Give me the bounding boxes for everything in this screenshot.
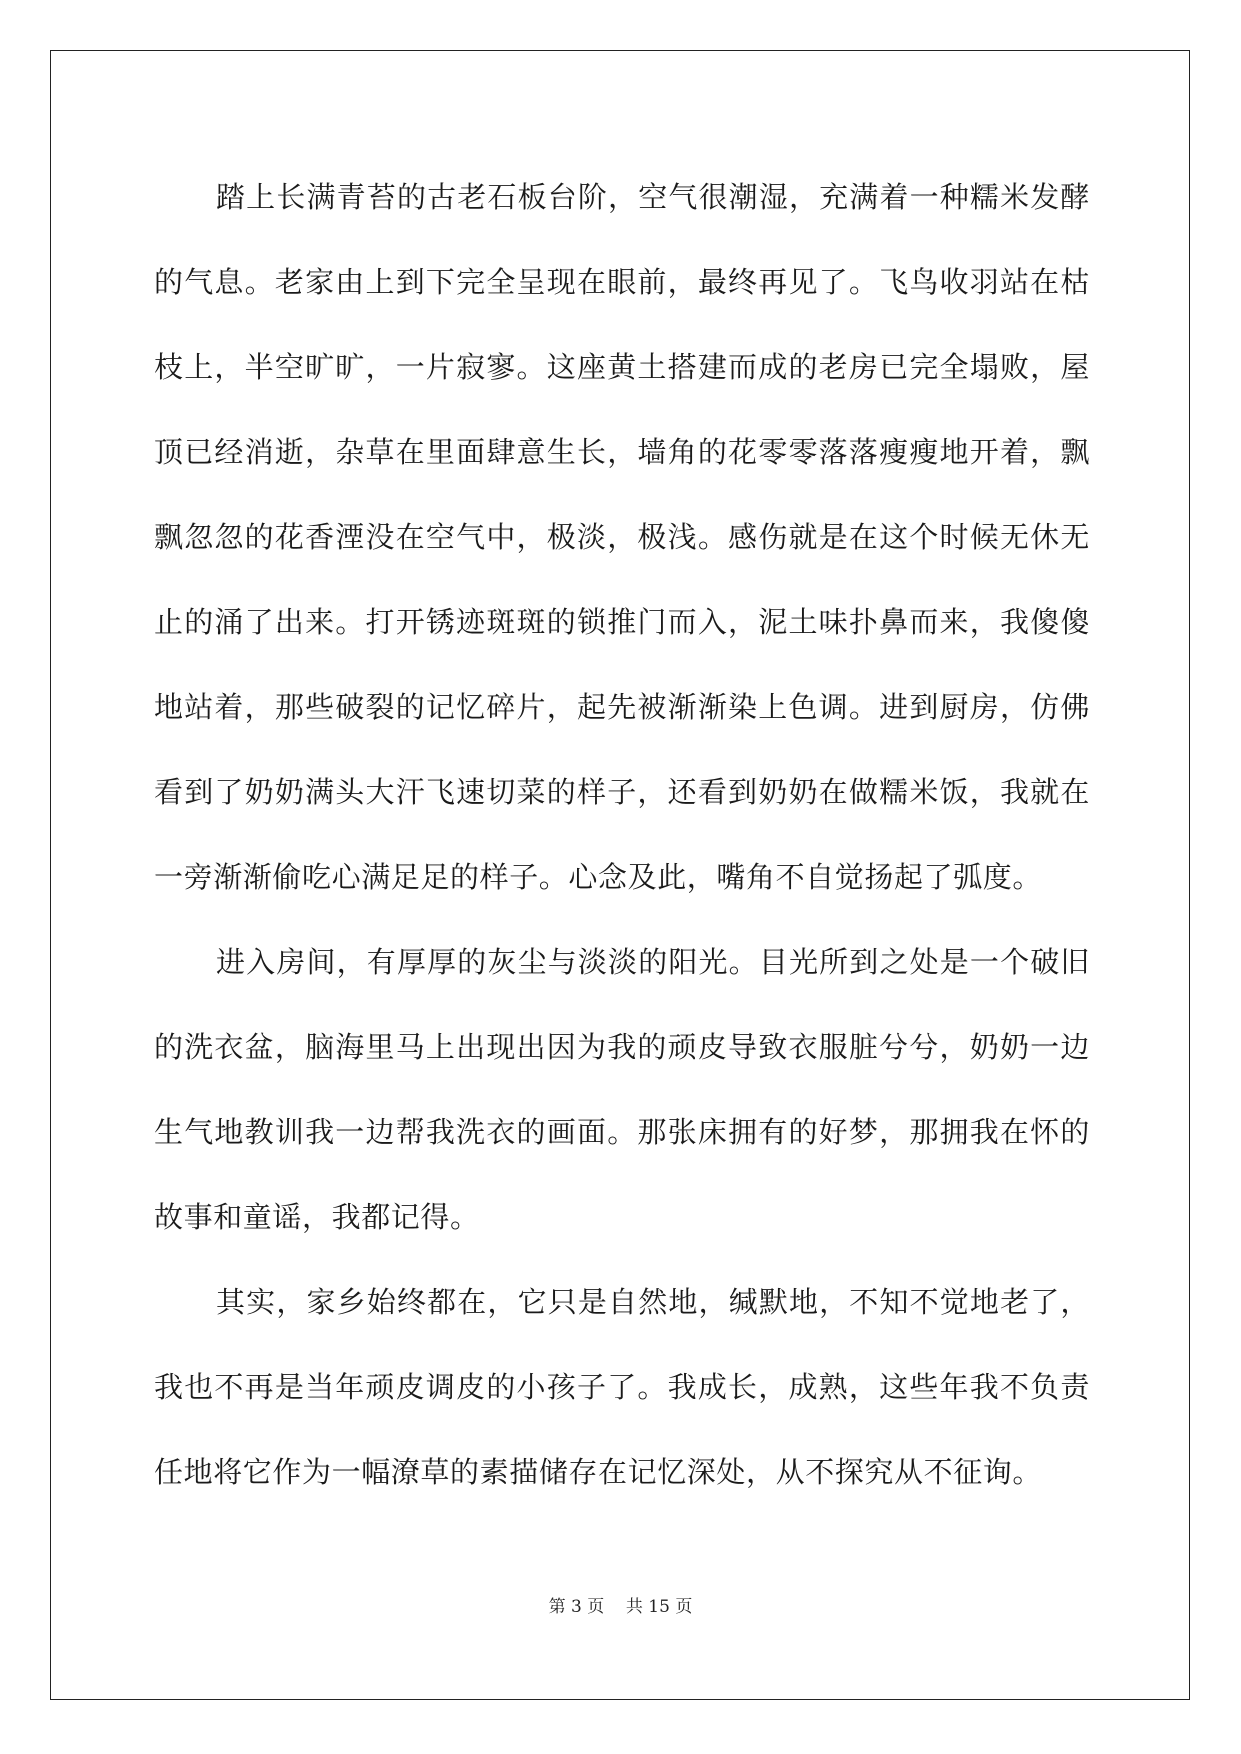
document-body xyxy=(154,155,1090,1515)
paragraph-2: 进入房间，有厚厚的灰尘与淡淡的阳光。目光所到之处是一个破旧的洗衣盆，脑海里马上出现出因为我的顽皮导致衣服脏兮兮，奶奶一边生气地教训我一边帮我洗衣的画面。那张床拥有的好梦，那拥我在怀的故事和童谣，我都记得。 xyxy=(154,945,1090,1234)
page-number: 第 3 页 xyxy=(548,1597,605,1617)
page-total: 共 15 页 xyxy=(625,1597,693,1617)
page-footer xyxy=(0,1592,1241,1617)
paragraph-3: 其实，家乡始终都在，它只是自然地，缄默地，不知不觉地老了，我也不再是当年顽皮调皮的小孩子了。我成长，成熟，这些年我不负责任地将它作为一幅潦草的素描储存在记忆深处，从不探究从不征询。 xyxy=(154,1285,1090,1489)
paragraph-1: 踏上长满青苔的古老石板台阶，空气很潮湿，充满着一种糯米发酵的气息。老家由上到下完全呈现在眼前，最终再见了。飞鸟收羽站在枯枝上，半空旷旷，一片寂寥。这座黄土搭建而成的老房已完全塌败，屋顶已经消逝，杂草在里面肆意生长，墙角的花零零落落瘦瘦地开着，飘飘忽忽的花香湮没在空气中，极淡，极浅。感伤就是在这个时候无休无止的涌了出来。打开锈迹斑斑的锁推门而入，泥土味扑鼻而来，我傻傻地站着，那些破裂的记忆碎片，起先被渐渐染上色调。进到厨房，仿佛看到了奶奶满头大汗飞速切菜的样子，还看到奶奶在做糯米饭，我就在一旁渐渐偷吃心满足足的样子。心念及此，嘴角不自觉扬起了弧度。 xyxy=(154,180,1090,894)
